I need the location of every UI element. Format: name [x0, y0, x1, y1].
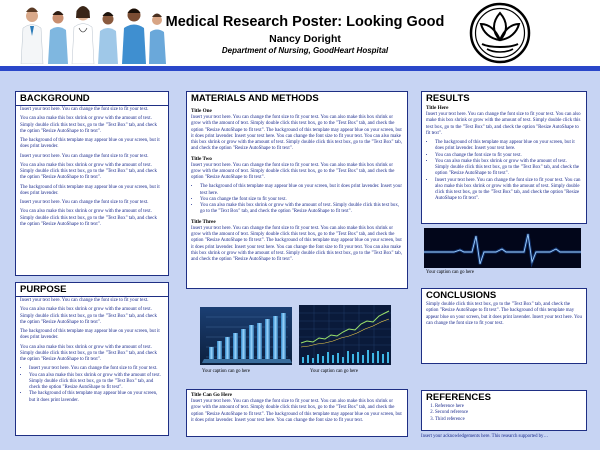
purpose-bullet: • The background of this template may appear blue on your screen, but it does print lavender.: [29, 391, 164, 404]
staff-person-1: [21, 8, 43, 65]
purpose-bullet: • You can also make this box shrink or grow with the amount of text. Simply double click this text box, go to the "Text Box" tab, and check the option "Resize AutoShape to fit text".: [29, 373, 164, 392]
methods-heading: MATERIALS AND METHODS: [191, 93, 319, 104]
results-paragraph: Insert your text here. You can change the font size to fit your text. You can also make this box shrink or grow with the amount of text. Simply double click this text box, go to the "Text Box" tab, and check the option "Resize AutoShape to fit text".: [426, 112, 581, 136]
background-heading: BACKGROUND: [16, 92, 168, 106]
lotus-emblem-logo: [468, 2, 532, 64]
purpose-heading: PURPOSE: [16, 283, 168, 297]
background-section: [15, 91, 169, 276]
methods-paragraph-two: Insert your text here. You can change the font size to fit your text. You can also make this box shrink or grow with the amount of text. Simply double click this text box, go to the "Text Box" tab, and check the option "Resize AutoShape to fit text".: [191, 162, 395, 181]
conclusions-body: [422, 302, 586, 331]
staff-person-4: [98, 12, 118, 64]
results-heading: RESULTS: [426, 93, 470, 104]
results-section: [421, 91, 587, 224]
figure-caption-results: Your caption can go here: [426, 270, 475, 275]
title-can-go-here-heading: Title Can Go Here: [191, 392, 232, 398]
3d-bar-chart-image: [200, 307, 292, 365]
methods-bullet: • You can also make this box shrink or grow with the amount of text. Simply double click this text box, go to the "Text Box" tab, and check the option "Resize AutoShape to fit text".: [200, 203, 403, 216]
poster-author: Nancy Doright: [269, 33, 341, 45]
methods-paragraph-one: Insert your text here. You can change the font size to fit your text. You can also make this box shrink or grow with the amount of text. Simply double click this text box, go to the "Text Box" tab, and check the option "Resize AutoShape to fit text". The background of this template may appear blue on your screen, but it does print lavender. Insert your text here. You can change the font size to fit your text. You can also make this box shrink or grow with the amount of text. Simply double click this text box, go to the "Text Box" tab, and check the option "Resize AutoShape to fit text".: [191, 115, 402, 152]
results-bullet: • Insert your text here. You can change the font size to fit your text. You can also make this box shrink or grow with the amount of text. Simply double click this text box, go to the "Text Box" tab, and check the option "Resize AutoShape to fit text".: [435, 178, 582, 203]
background-paragraph: Insert your text here. You can change the font size to fit your text.: [20, 200, 149, 206]
background-paragraph: The background of this template may appear blue on your screen, but it does print lavender.: [20, 184, 160, 196]
stock-chart-image: [299, 305, 391, 365]
background-paragraph: You can also make this box shrink or grow with the amount of text. Simply double click this text box, go to the "Text Box" tab, and check the option "Resize AutoShape to fit text".: [20, 209, 157, 227]
background-paragraph: Insert your text here. You can change the font size to fit your text.: [20, 107, 149, 112]
medical-staff-photo: [18, 2, 168, 64]
reference-item: 1. Reference here: [435, 404, 586, 410]
conclusions-paragraph: Simply double click this text box, go to the "Text Box" tab, and check the option "Resize AutoShape to fit text". The background of this template may appear blue on your screen, but it does print lavender. Insert your text here. You can change the font size to fit your text.: [426, 302, 582, 326]
methods-title-three: Title Three: [191, 218, 216, 225]
references-heading: REFERENCES: [426, 392, 491, 403]
staff-person-3: [72, 6, 94, 64]
results-bullet: • The background of this template may appear blue on your screen, but it does print lavender. Insert your text here.: [435, 140, 582, 153]
methods-body: [187, 108, 407, 267]
conclusions-heading: CONCLUSIONS: [426, 290, 497, 301]
background-body: [16, 106, 168, 232]
background-paragraph: You can also make this box shrink or grow with the amount of text. Simply double click this text box, go to the "Text Box" tab, and check the option "Resize AutoShape to fit text".: [20, 116, 157, 134]
purpose-section: [15, 282, 169, 436]
purpose-bullet-list: [20, 366, 164, 404]
methods-title-one: Title One: [191, 108, 212, 114]
figure-caption-left: Your caption can go here: [202, 369, 251, 374]
purpose-bullet: • Insert your text here. You can change the font size to fit your text.: [29, 366, 164, 372]
methods-bullet: • The background of this template may appear blue on your screen, but it does print lavender. Insert your text here.: [200, 184, 403, 197]
purpose-paragraph: You can also make this box shrink or grow with the amount of text. Simply double click this text box, go to the "Text Box" tab, and check the option "Resize AutoShape to fit text".: [20, 344, 157, 363]
results-title: Title Here: [426, 105, 449, 111]
methods-paragraph-three: Insert your text here. You can change the font size to fit your text. You can also make this box shrink or grow with the amount of text. Simply double click this text box, go to the "Text Box" tab, and check the option "Resize AutoShape to fit text". The background of this template may appear blue on your screen, but it does print lavender. Insert your text here. You can change the font size to fit your text. You can also make this box shrink or grow with the amount of text. Simply double click this text box, go to the "Text Box" tab, and check the option "Resize AutoShape to fit text".: [191, 225, 402, 263]
staff-person-5: [122, 9, 146, 65]
methods-title-two: Title Two: [191, 155, 212, 162]
title-can-go-here-paragraph: Insert your text here. You can change the font size to fit your text. You can also make this box shrink or grow with the amount of text. Simply double click this text box, go to the "Text Box" tab, and check the option "Resize AutoShape to fit text". The background of this template may appear blue on your screen, but it does print lavender. Insert your text here. You can change the font size to fit your text.: [191, 399, 402, 423]
results-bullet-list: [426, 140, 582, 203]
results-body: [422, 105, 586, 207]
purpose-paragraph: Insert your text here. You can change the font size to fit your text.: [20, 298, 149, 303]
background-paragraph: You can also make this box shrink or grow with the amount of text. Simply double click this text box, go to the "Text Box" tab, and check the option "Resize AutoShape to fit text".: [20, 162, 157, 181]
acknowledgements: Insert your acknowledgements here. This research supported by…: [421, 434, 549, 439]
conclusions-section: [421, 288, 587, 364]
staff-person-2: [48, 11, 68, 64]
background-paragraph: Insert your text here. You can change the font size to fit your text.: [20, 153, 149, 159]
purpose-paragraph: You can also make this box shrink or grow with the amount of text. Simply double click this text box, go to the "Text Box" tab, and check the option "Resize AutoShape to fit text".: [20, 307, 157, 325]
poster-title: Medical Research Poster: Looking Good: [165, 14, 445, 30]
references-section: [421, 390, 587, 431]
references-list: [422, 404, 586, 423]
figure-caption-right: Your caption can go here: [310, 369, 359, 374]
methods-bullet: • You can change the font size to fit your text.: [200, 197, 403, 203]
reference-item: 3. Third reference: [435, 417, 586, 423]
poster-department: Department of Nursing, GoodHeart Hospital: [221, 46, 389, 55]
methods-bullet-list: [191, 184, 403, 215]
results-bullet: • You can change the font size to fit your text.: [435, 153, 582, 159]
ekg-heartbeat-image: [424, 228, 581, 268]
purpose-body: [16, 297, 168, 408]
background-paragraph: The background of this template may appear blue on your screen, but it does print lavender.: [20, 138, 160, 150]
title-can-go-here-section: [186, 389, 408, 437]
materials-methods-section: [186, 91, 408, 289]
reference-item: 2. Second reference: [435, 410, 586, 416]
title-can-go-here-body: [187, 390, 407, 428]
purpose-paragraph: The background of this template may appear blue on your screen, but it does print lavender.: [20, 329, 160, 341]
results-bullet: • You can also make this box shrink or grow with the amount of text. Simply double click this text box, go to the "Text Box" tab, and check the option "Resize AutoShape to fit text".: [435, 159, 582, 178]
